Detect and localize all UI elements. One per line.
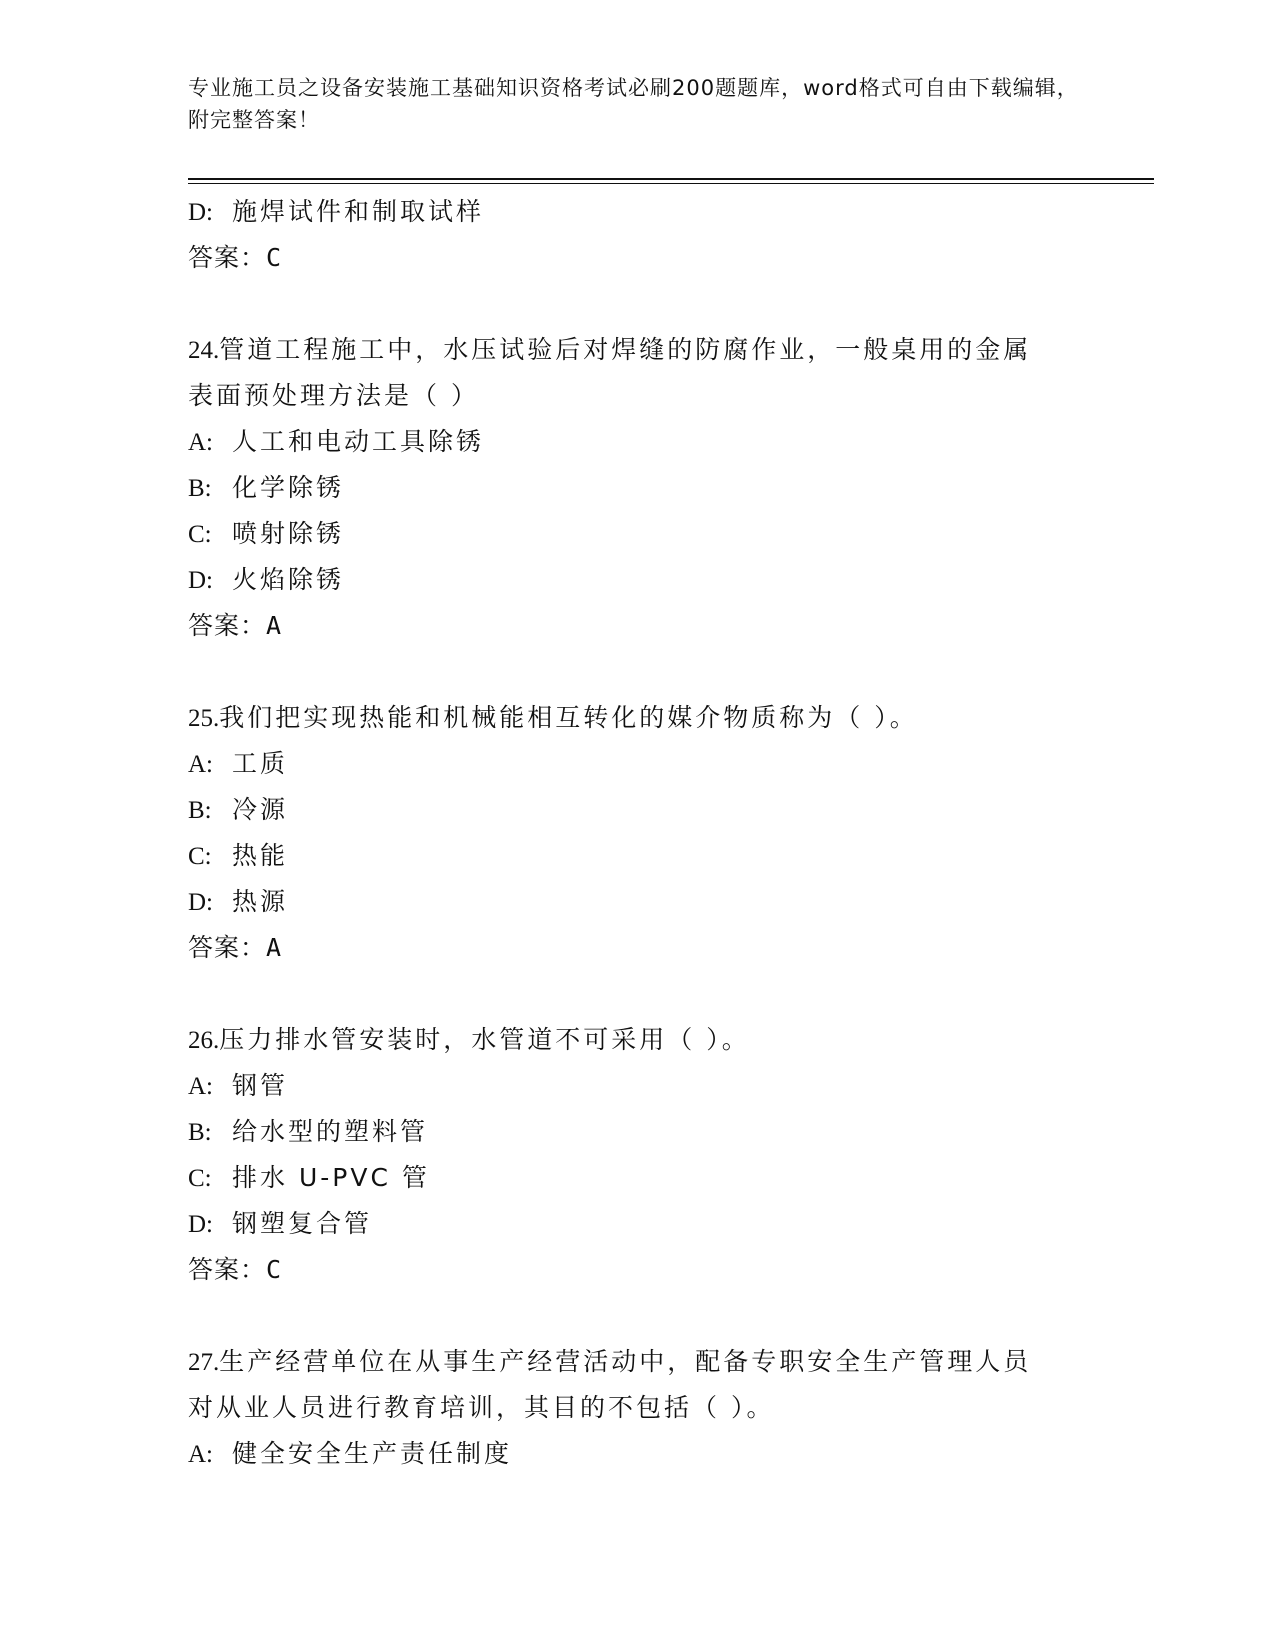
document-header bbox=[188, 72, 1088, 136]
option-label: A: bbox=[188, 751, 213, 778]
option-a bbox=[188, 741, 1088, 787]
option-label: C: bbox=[188, 1165, 212, 1192]
option-text: 钢管 bbox=[232, 1071, 289, 1100]
option-label: B: bbox=[188, 1119, 212, 1146]
answer-line: 答案：A bbox=[188, 933, 283, 962]
option-a bbox=[188, 1063, 1088, 1109]
answer-line: 答案：C bbox=[188, 1255, 283, 1284]
option-text: 健全安全生产责任制度 bbox=[232, 1439, 513, 1468]
question-list bbox=[188, 189, 1088, 1477]
spacer bbox=[188, 649, 1088, 695]
question-stem bbox=[188, 1339, 1088, 1385]
question-text: 管道工程施工中，水压试验后对焊缝的防腐作业，一般桌用的金属 bbox=[219, 335, 1032, 364]
question-stem bbox=[188, 1017, 1088, 1063]
option-text: 化学除锈 bbox=[232, 473, 345, 502]
option-label: A: bbox=[188, 1441, 213, 1468]
question-stem bbox=[188, 327, 1088, 373]
option-a bbox=[188, 1431, 1088, 1477]
question-stem-continued: 对从业人员进行教育培训，其目的不包括（ ）。 bbox=[188, 1393, 775, 1422]
spacer bbox=[188, 971, 1088, 1017]
option-label: B: bbox=[188, 797, 212, 824]
option-text: 施焊试件和制取试样 bbox=[232, 197, 485, 226]
header-divider-thin bbox=[188, 183, 1154, 184]
option-label: D: bbox=[188, 567, 213, 594]
option-d bbox=[188, 1201, 1088, 1247]
option-label: A: bbox=[188, 429, 213, 456]
option-b bbox=[188, 465, 1088, 511]
option-label: C: bbox=[188, 521, 212, 548]
option-text: 火焰除锈 bbox=[232, 565, 345, 594]
option-text: 冷源 bbox=[232, 795, 289, 824]
question-number: 24. bbox=[188, 337, 220, 364]
option-label: D: bbox=[188, 199, 213, 226]
answer-line: 答案：C bbox=[188, 243, 283, 272]
question-text: 压力排水管安装时，水管道不可采用（ ）。 bbox=[219, 1025, 750, 1054]
option-text: 排水 U-PVC 管 bbox=[232, 1163, 430, 1192]
option-b bbox=[188, 787, 1088, 833]
spacer bbox=[188, 281, 1088, 327]
question-number: 25. bbox=[188, 705, 220, 732]
question-number: 27. bbox=[188, 1349, 220, 1376]
question-text: 我们把实现热能和机械能相互转化的媒介物质称为（ ）。 bbox=[219, 703, 918, 732]
option-c bbox=[188, 1155, 1088, 1201]
option-text: 热能 bbox=[232, 841, 289, 870]
option-label: A: bbox=[188, 1073, 213, 1100]
option-label: D: bbox=[188, 1211, 213, 1238]
question-stem bbox=[188, 695, 1088, 741]
option-text: 喷射除锈 bbox=[232, 519, 345, 548]
option-text: 人工和电动工具除锈 bbox=[232, 427, 485, 456]
option-a bbox=[188, 419, 1088, 465]
option-d bbox=[188, 557, 1088, 603]
option-text: 热源 bbox=[232, 887, 289, 916]
header-divider-thick bbox=[188, 178, 1154, 180]
option-label: D: bbox=[188, 889, 213, 916]
header-title: 专业施工员之设备安装施工基础知识资格考试必刷200题题库，word格式可自由下载编辑，附完整答案！ bbox=[188, 76, 1079, 132]
question-stem-continued: 表面预处理方法是（ ） bbox=[188, 381, 479, 410]
option-label: B: bbox=[188, 475, 212, 502]
answer-line: 答案：A bbox=[188, 611, 283, 640]
option-b bbox=[188, 1109, 1088, 1155]
question-number: 26. bbox=[188, 1027, 220, 1054]
option-text: 钢塑复合管 bbox=[232, 1209, 373, 1238]
option-text: 工质 bbox=[232, 749, 289, 778]
option-c bbox=[188, 511, 1088, 557]
option-d bbox=[188, 879, 1088, 925]
option-c bbox=[188, 833, 1088, 879]
option-label: C: bbox=[188, 843, 212, 870]
option-text: 给水型的塑料管 bbox=[232, 1117, 429, 1146]
question-text: 生产经营单位在从事生产经营活动中，配备专职安全生产管理人员 bbox=[219, 1347, 1032, 1376]
option-d bbox=[188, 189, 1088, 235]
spacer bbox=[188, 1293, 1088, 1339]
